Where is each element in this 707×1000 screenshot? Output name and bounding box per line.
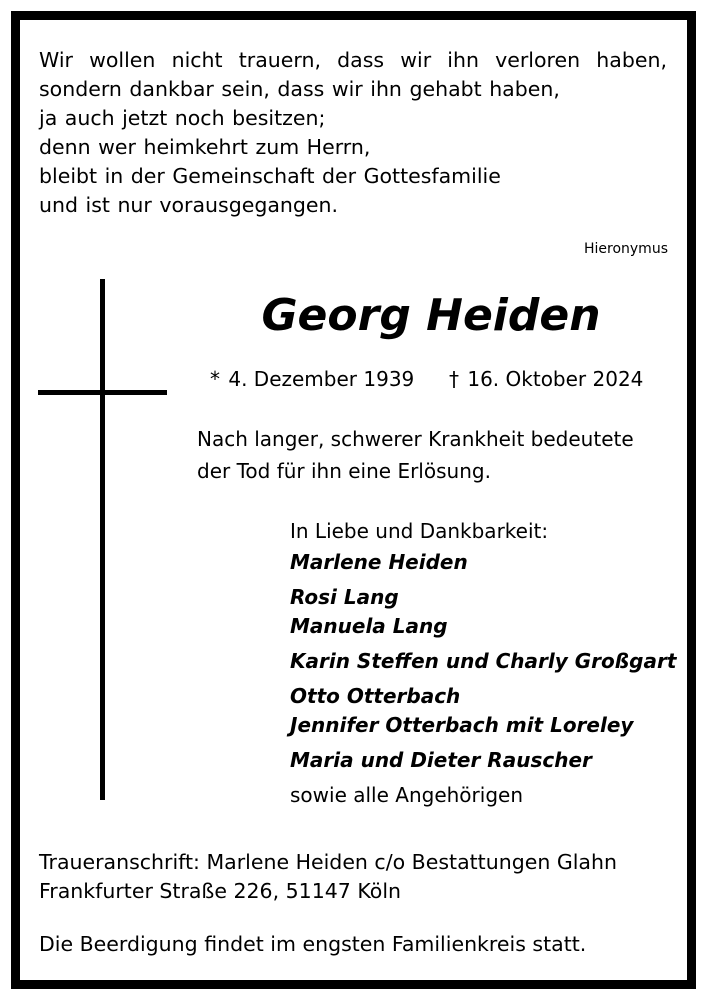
mourner-name: Karin Steffen und Charly Großgart [290, 649, 677, 673]
cross-icon-vertical-beam [100, 279, 105, 800]
death-date: 16. Oktober 2024 [467, 367, 644, 391]
poem-line: sondern dankbar sein, dass wir ihn gehabt haben, [39, 77, 560, 101]
mourner-name: Rosi Lang [290, 585, 399, 609]
funeral-note: Die Beerdigung findet im engsten Familienkreis statt. [39, 932, 587, 956]
address-line: Traueranschrift: Marlene Heiden c/o Bestattungen Glahn [39, 850, 617, 874]
mourner-name: Otto Otterbach [290, 684, 461, 708]
poem-line: Wir wollen nicht trauern, dass wir ihn verloren haben, [39, 48, 667, 72]
notice-line: Nach langer, schwerer Krankheit bedeutete [197, 427, 634, 451]
birth-date: 4. Dezember 1939 [228, 367, 415, 391]
death-cross-icon: † [449, 367, 459, 391]
mourner-name: Marlene Heiden [290, 550, 468, 574]
mourners-list [290, 514, 676, 810]
birth-star-icon: * [210, 367, 220, 391]
deceased-name: Georg Heiden [261, 290, 601, 341]
mourner-name: Maria und Dieter Rauscher [290, 748, 592, 772]
life-dates [208, 366, 643, 392]
notice-line: der Tod für ihn eine Erlösung. [197, 459, 491, 483]
mourners-intro: In Liebe und Dankbarkeit: [290, 519, 549, 543]
death-notice [197, 423, 634, 487]
poem-line: ja auch jetzt noch besitzen; [39, 106, 326, 130]
mourners-closing: sowie alle Angehörigen [290, 783, 523, 807]
mourner-name: Jennifer Otterbach mit Loreley [290, 713, 634, 737]
memorial-poem [39, 46, 679, 220]
poem-line: bleibt in der Gemeinschaft der Gottesfamilie [39, 164, 501, 188]
cross-icon-horizontal-beam [38, 390, 167, 395]
poem-author: Hieronymus [583, 241, 668, 257]
poem-line: denn wer heimkehrt zum Herrn, [39, 135, 371, 159]
obituary-frame [11, 11, 696, 989]
mourner-name: Manuela Lang [290, 614, 448, 638]
address-line: Frankfurter Straße 226, 51147 Köln [39, 879, 402, 903]
mourning-address [39, 848, 617, 906]
poem-line: und ist nur vorausgegangen. [39, 193, 339, 217]
